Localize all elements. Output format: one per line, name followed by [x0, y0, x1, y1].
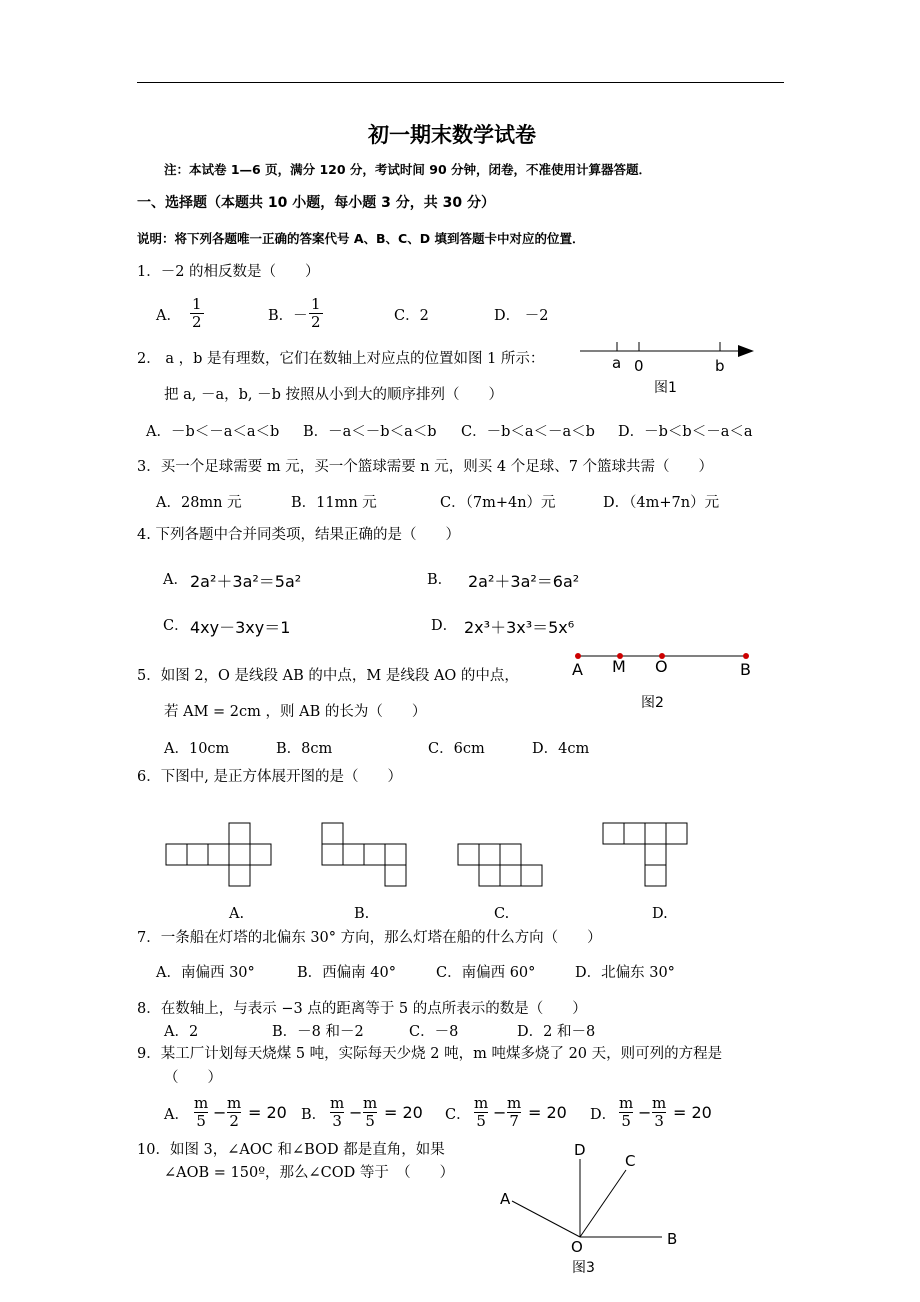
- ray-oc: [580, 1170, 626, 1237]
- fraction-numerator: m: [619, 1094, 634, 1112]
- fraction-denominator: 5: [621, 1112, 631, 1130]
- q9-option-b-op: −: [349, 1103, 363, 1122]
- q7-option-b: B．西偏南 40°: [297, 965, 396, 981]
- q4-option-b-label: B．: [427, 572, 453, 588]
- q7-option-c: C．南偏西 60°: [436, 965, 536, 981]
- cube-net-d: [603, 823, 687, 886]
- figure-3-caption: 图3: [572, 1260, 595, 1276]
- figure-3-label-a: A: [500, 1190, 511, 1208]
- q6-label-c: C.: [494, 906, 510, 922]
- fraction-denominator: 5: [476, 1112, 486, 1130]
- q2-option-d: D．－b＜b＜－a＜a: [618, 424, 753, 440]
- q9-paren: （ ）: [164, 1070, 222, 1086]
- q6-label-a: A.: [229, 906, 245, 922]
- q9-option-b-rhs: = 20: [384, 1103, 423, 1122]
- q8-stem: 8．在数轴上，与表示 −3 点的距离等于 5 的点所表示的数是（ ）: [137, 1001, 587, 1017]
- q9-option-a-rhs: = 20: [248, 1103, 287, 1122]
- q2-stem: 2． a ，b 是有理数，它们在数轴上对应点的位置如图 1 所示：: [137, 351, 545, 367]
- figure-3-angles: [495, 1145, 685, 1255]
- q1-option-b-label: B．－: [268, 308, 308, 324]
- q9-option-d-label: D．: [590, 1107, 617, 1123]
- q9-option-c-term1: [472, 1095, 490, 1130]
- q1-option-c: C．2: [394, 308, 429, 324]
- q4-option-a-label: A．: [163, 572, 188, 588]
- q9-option-d-term2: [650, 1095, 668, 1130]
- q1-option-a-fraction: [190, 296, 204, 331]
- q9-option-a-term2: [225, 1095, 243, 1130]
- q1-stem: 1．－2 的相反数是（ ）: [137, 264, 320, 280]
- figure-3-label-d: D: [574, 1141, 586, 1159]
- number-line-arrow: [738, 345, 754, 357]
- cube-net-figures: [160, 815, 700, 893]
- ray-oa: [512, 1201, 580, 1237]
- q5-option-a: A．10cm: [164, 741, 230, 757]
- exam-note: 注：本试卷 1—6 页，满分 120 分，考试时间 90 分钟，闭卷，不准使用计算器答题．: [164, 162, 651, 177]
- fraction-numerator: m: [330, 1094, 345, 1112]
- header-rule: [137, 82, 784, 83]
- q9-option-c-rhs: = 20: [528, 1103, 567, 1122]
- q6-stem: 6．下图中, 是正方体展开图的是（ ）: [137, 769, 402, 785]
- q4-option-a: 2a²＋3a²＝5a²: [190, 572, 302, 591]
- fraction-denominator: 2: [192, 313, 202, 331]
- figure-2-label-m: M: [612, 657, 626, 676]
- fraction-denominator: 2: [311, 313, 321, 331]
- q3-option-b: B．11mn 元: [291, 495, 377, 511]
- q3-stem: 3．买一个足球需要 m 元，买一个篮球需要 n 元，则买 4 个足球、7 个篮球共需（ ）: [137, 459, 714, 475]
- figure-2-label-o: O: [655, 657, 668, 676]
- cube-net-a: [166, 823, 271, 886]
- figure-1-label-a: a: [612, 354, 622, 372]
- page-title: 初一期末数学试卷: [368, 123, 536, 147]
- q10-stem: 10．如图 3，∠AOC 和∠BOD 都是直角，如果: [137, 1142, 445, 1158]
- figure-3-label-o: O: [571, 1238, 583, 1256]
- q9-option-d-rhs: = 20: [673, 1103, 712, 1122]
- fraction-numerator: m: [227, 1094, 242, 1112]
- fraction-denominator: 5: [196, 1112, 206, 1130]
- q4-stem: 4. 下列各题中合并同类项，结果正确的是（ ）: [137, 527, 460, 543]
- q8-option-c: C．－8: [409, 1024, 459, 1040]
- q9-option-a-term1: [192, 1095, 210, 1130]
- q8-option-d: D．2 和－8: [517, 1024, 596, 1040]
- q4-option-c-label: C．: [163, 618, 189, 634]
- q5-stem: 5．如图 2，O 是线段 AB 的中点，M 是线段 AO 的中点，: [137, 668, 519, 684]
- q1-option-d: D． －2: [494, 308, 549, 324]
- figure-2-caption: 图2: [641, 695, 664, 711]
- section-instruction: 说明：将下列各题唯一正确的答案代号 A、B、C、D 填到答题卡中对应的位置．: [137, 231, 585, 246]
- q9-option-d-op: −: [638, 1103, 652, 1122]
- fraction-denominator: 5: [365, 1112, 375, 1130]
- q3-option-d: D．（4m+7n）元: [603, 495, 720, 511]
- q9-option-c-op: −: [493, 1103, 507, 1122]
- q3-option-a: A．28mn 元: [156, 495, 242, 511]
- q5-option-d: D．4cm: [532, 741, 590, 757]
- q8-option-a: A．2: [164, 1024, 199, 1040]
- q4-option-b: 2a²＋3a²＝6a²: [468, 572, 580, 591]
- point-b: [743, 653, 749, 659]
- q2-option-c: C．－b＜a＜－a＜b: [461, 424, 595, 440]
- q6-label-b: B.: [354, 906, 370, 922]
- section-heading: 一、选择题（本题共 10 小题，每小题 3 分，共 30 分）: [137, 195, 495, 211]
- figure-1-caption: 图1: [654, 380, 677, 396]
- q9-option-b-label: B．: [301, 1107, 327, 1123]
- q6-label-d: D.: [652, 906, 668, 922]
- figure-3-label-b: B: [667, 1230, 678, 1248]
- q2-option-a: A．－b＜－a＜a＜b: [146, 424, 280, 440]
- cube-net-b: [322, 823, 406, 886]
- q7-stem: 7．一条船在灯塔的北偏东 30° 方向，那么灯塔在船的什么方向（ ）: [137, 930, 602, 946]
- q3-option-c: C．（7m+4n）元: [440, 495, 556, 511]
- point-a: [575, 653, 581, 659]
- q2-line2: 把 a, －a，b, －b 按照从小到大的顺序排列（ ）: [164, 387, 504, 403]
- fraction-numerator: 1: [192, 295, 202, 313]
- q7-option-a: A．南偏西 30°: [156, 965, 255, 981]
- q2-option-b: B．－a＜－b＜a＜b: [303, 424, 437, 440]
- figure-1-label-b: b: [715, 357, 725, 375]
- figure-2-label-b: B: [740, 660, 751, 679]
- q9-stem: 9．某工厂计划每天烧煤 5 吨，实际每天少烧 2 吨，m 吨煤多烧了 20 天，则可列的方程是: [137, 1046, 723, 1062]
- figure-1-number-line: [578, 338, 760, 374]
- q4-option-d-label: D．: [431, 618, 458, 634]
- q9-option-c-label: C．: [445, 1107, 471, 1123]
- cube-net-c: [458, 844, 542, 886]
- figure-3-label-c: C: [625, 1152, 636, 1170]
- fraction-denominator: 3: [332, 1112, 342, 1130]
- q5-option-b: B．8cm: [276, 741, 333, 757]
- q9-option-d-term1: [617, 1095, 635, 1130]
- fraction-denominator: 7: [509, 1112, 519, 1130]
- fraction-numerator: m: [652, 1094, 667, 1112]
- q9-option-b-term1: [328, 1095, 346, 1130]
- q9-option-a-label: A．: [164, 1107, 189, 1123]
- q7-option-d: D．北偏东 30°: [575, 965, 675, 981]
- fraction-denominator: 2: [229, 1112, 239, 1130]
- q5-option-c: C．6cm: [428, 741, 485, 757]
- q4-option-d: 2x³＋3x³＝5x⁶: [464, 618, 575, 637]
- q1-option-b-fraction: [309, 296, 323, 331]
- q8-option-b: B．－8 和－2: [272, 1024, 364, 1040]
- q10-line2: ∠AOB = 150º，那么∠COD 等于 （ ）: [164, 1165, 455, 1181]
- q1-option-a-label: A．: [156, 308, 181, 324]
- q9-option-b-term2: [361, 1095, 379, 1130]
- q9-option-c-term2: [505, 1095, 523, 1130]
- fraction-numerator: m: [507, 1094, 522, 1112]
- q9-option-a-op: −: [213, 1103, 227, 1122]
- fraction-denominator: 3: [654, 1112, 664, 1130]
- q5-line2: 若 AM = 2cm ，则 AB 的长为（ ）: [164, 704, 427, 720]
- q4-option-c: 4xy－3xy＝1: [190, 618, 291, 637]
- fraction-numerator: m: [363, 1094, 378, 1112]
- fraction-numerator: m: [474, 1094, 489, 1112]
- figure-1-label-zero: 0: [634, 357, 644, 375]
- fraction-numerator: 1: [311, 295, 321, 313]
- fraction-numerator: m: [194, 1094, 209, 1112]
- figure-2-label-a: A: [572, 660, 583, 679]
